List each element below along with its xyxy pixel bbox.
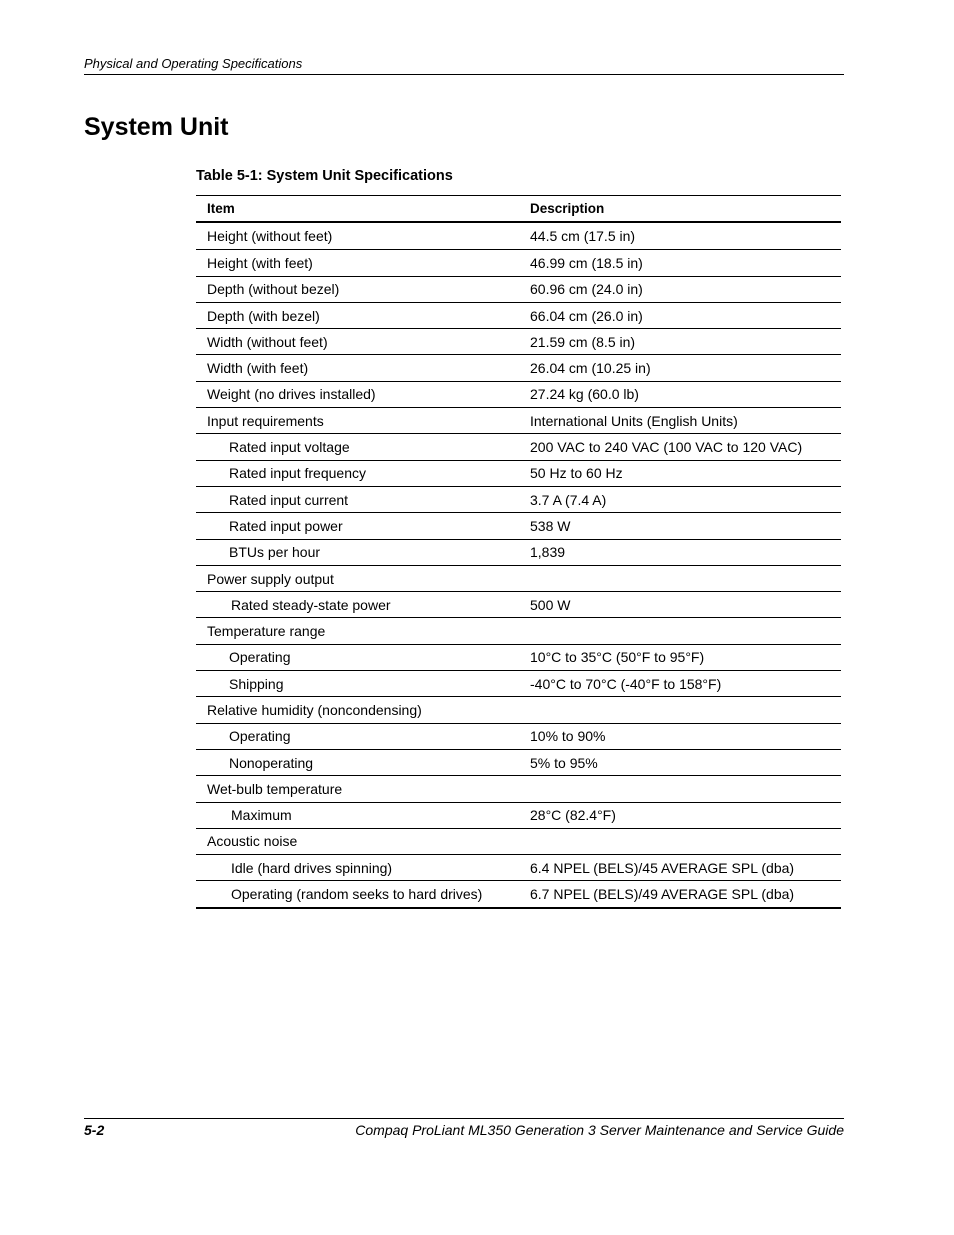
table-row (196, 617, 841, 643)
spec-table (196, 195, 841, 909)
table-row (196, 433, 841, 459)
row-description: 66.04 cm (26.0 in) (530, 307, 643, 324)
row-item: Operating (229, 728, 291, 745)
table-row (196, 565, 841, 591)
row-item: Weight (no drives installed) (207, 386, 376, 403)
column-header-item: Item (207, 201, 235, 216)
row-item: Input requirements (207, 412, 324, 429)
table-row (196, 302, 841, 328)
table-row (196, 354, 841, 380)
row-item: Relative humidity (noncondensing) (207, 701, 422, 718)
row-description: 1,839 (530, 544, 566, 561)
table-row (196, 591, 841, 617)
table-row (196, 670, 841, 696)
row-item: BTUs per hour (229, 544, 321, 561)
row-item: Power supply output (207, 570, 334, 587)
row-item: Rated input voltage (229, 439, 350, 456)
row-description: 28°C (82.4°F) (530, 807, 616, 824)
table-caption: Table 5-1: System Unit Specifications (196, 168, 453, 184)
row-item: Width (without feet) (207, 333, 328, 350)
row-item: Height (without feet) (207, 228, 333, 245)
table-row (196, 223, 841, 249)
row-description: -40°C to 70°C (-40°F to 158°F) (530, 675, 722, 692)
table-header-row (196, 196, 841, 223)
row-description: 538 W (530, 517, 571, 534)
row-item: Width (with feet) (207, 360, 309, 377)
row-item: Depth (without bezel) (207, 281, 340, 298)
row-item: Rated input frequency (229, 465, 366, 482)
row-description: 50 Hz to 60 Hz (530, 465, 623, 482)
row-item: Rated input current (229, 491, 349, 508)
table-row (196, 276, 841, 302)
row-item: Temperature range (207, 623, 326, 640)
table-row (196, 328, 841, 354)
row-item: Wet-bulb temperature (207, 780, 343, 797)
row-description: 26.04 cm (10.25 in) (530, 360, 651, 377)
row-item: Acoustic noise (207, 833, 298, 850)
table-row (196, 775, 841, 801)
row-description: 5% to 95% (530, 754, 598, 771)
table-row (196, 749, 841, 775)
running-footer (84, 1118, 844, 1139)
row-description: 6.7 NPEL (BELS)/49 AVERAGE SPL (dba) (530, 886, 795, 903)
row-item: Height (with feet) (207, 254, 313, 271)
row-description: 10°C to 35°C (50°F to 95°F) (530, 649, 705, 666)
running-header (84, 56, 844, 75)
row-item: Idle (hard drives spinning) (231, 859, 393, 876)
table-row (196, 486, 841, 512)
row-description: 46.99 cm (18.5 in) (530, 254, 643, 271)
row-item: Shipping (229, 675, 284, 692)
row-description: 6.4 NPEL (BELS)/45 AVERAGE SPL (dba) (530, 859, 795, 876)
table-row (196, 249, 841, 275)
page-title: System Unit (84, 113, 229, 141)
row-description: 60.96 cm (24.0 in) (530, 281, 643, 298)
row-item: Rated steady-state power (231, 596, 391, 613)
row-item: Nonoperating (229, 754, 314, 771)
table-row (196, 644, 841, 670)
table-row (196, 802, 841, 828)
table-row (196, 381, 841, 407)
column-header-description: Description (530, 201, 605, 216)
section-title: Physical and Operating Specifications (84, 56, 303, 71)
row-description: International Units (English Units) (530, 412, 738, 429)
table-row (196, 828, 841, 854)
guide-title: Compaq ProLiant ML350 Generation 3 Server Maintenance and Service Guide (355, 1122, 844, 1138)
table-row (196, 460, 841, 486)
row-description: 500 W (530, 596, 571, 613)
row-item: Depth (with bezel) (207, 307, 320, 324)
table-row (196, 880, 841, 906)
row-description: 21.59 cm (8.5 in) (530, 333, 636, 350)
table-row (196, 539, 841, 565)
row-description: 27.24 kg (60.0 lb) (530, 386, 639, 403)
page-number: 5-2 (84, 1122, 105, 1138)
table-row (196, 407, 841, 433)
row-item: Maximum (231, 807, 292, 824)
table-row (196, 723, 841, 749)
row-description: 44.5 cm (17.5 in) (530, 228, 636, 245)
row-item: Rated input power (229, 517, 343, 534)
row-item: Operating (229, 649, 291, 666)
row-description: 10% to 90% (530, 728, 606, 745)
row-description: 200 VAC to 240 VAC (100 VAC to 120 VAC) (530, 439, 803, 456)
table-row (196, 854, 841, 880)
table-row (196, 512, 841, 538)
row-description: 3.7 A (7.4 A) (530, 491, 607, 508)
row-item: Operating (random seeks to hard drives) (231, 886, 483, 903)
table-row (196, 696, 841, 722)
